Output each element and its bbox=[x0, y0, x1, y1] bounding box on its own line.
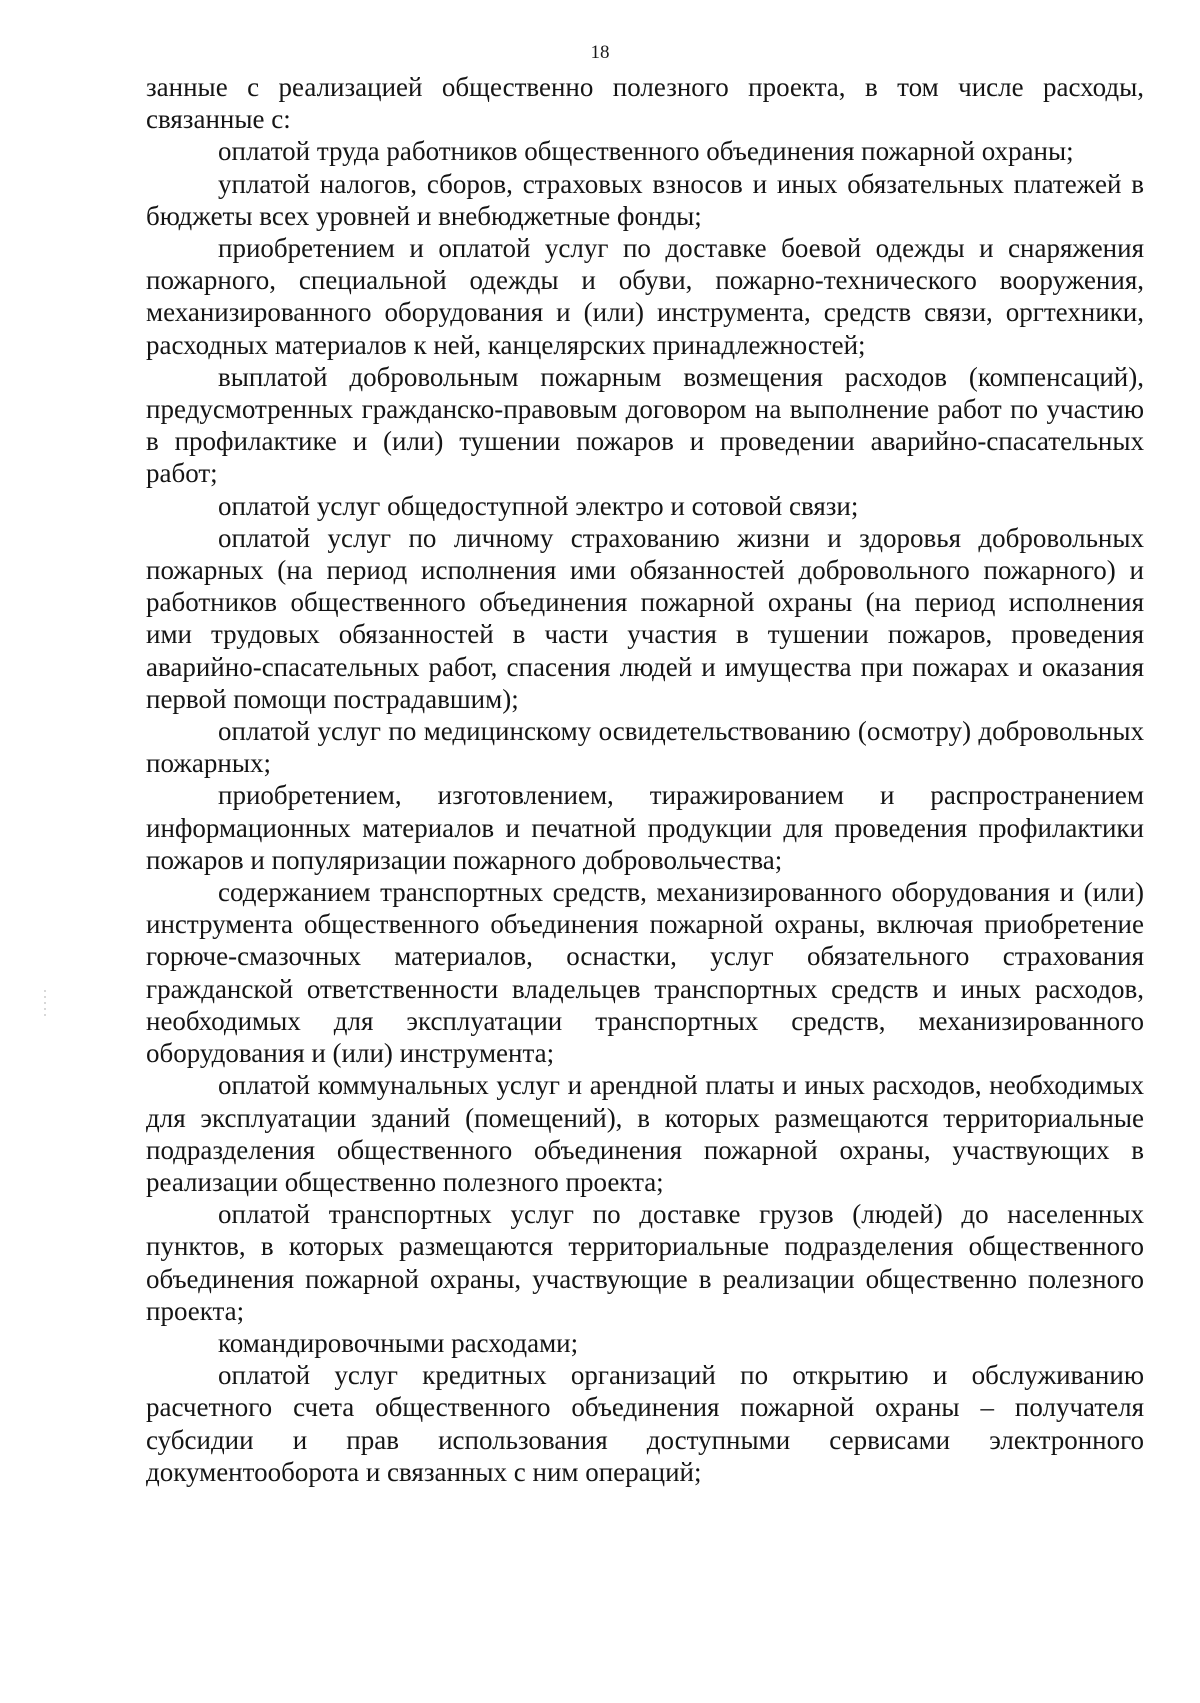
paragraph-item: приобретением и оплатой услуг по доставке боевой одежды и снаряжения пожарного, специальной одежды и обуви, пожарно-технического вооружения, механизированного оборудования и (или) инструмента, средств связи, оргтехники, расходных материалов к ней, канцелярских принадлежностей; bbox=[146, 233, 1144, 360]
paragraph-item: выплатой добровольным пожарным возмещения расходов (компенсаций), предусмотренных гражданско-правовым договором на выполнение работ по участию в профилактике и (или) тушении пожаров и проведении аварийно-спасательных работ; bbox=[146, 361, 1144, 489]
page-number: 18 bbox=[590, 42, 610, 63]
paragraph-item: оплатой транспортных услуг по доставке грузов (людей) до населенных пунктов, в которых размещаются территориальные подразделения общественного объединения пожарной охраны, участвующие в реализации общественно полезного проекта; bbox=[146, 1199, 1144, 1326]
paragraph-item: приобретением, изготовлением, тиражированием и распространением информационных материалов и печатной продукции для проведения профилактики пожаров и популяризации пожарного добровольчества; bbox=[146, 780, 1144, 875]
paragraph-item: оплатой труда работников общественного объединения пожарной охраны; bbox=[218, 136, 1074, 167]
paragraph-continuation: занные с реализацией общественно полезного проекта, в том числе расходы, связанные с: bbox=[146, 72, 1144, 135]
document-body bbox=[146, 71, 1144, 1488]
paragraph-item: оплатой услуг по личному страхованию жизни и здоровья добровольных пожарных (на период исполнения ими обязанностей добровольного пожарного) и работников общественного объединения пожарной охраны (на период исполнения ими трудовых обязанностей в части участия в тушении пожаров, проведения аварийно-спасательных работ, спасения людей и имущества при пожарах и оказания первой помощи пострадавшим); bbox=[146, 522, 1144, 714]
paragraph-item: оплатой коммунальных услуг и арендной платы и иных расходов, необходимых для эксплуатации зданий (помещений), в которых размещаются территориальные подразделения общественного объединения пожарной охраны, участвующих в реализации общественно полезного проекта; bbox=[146, 1070, 1144, 1197]
scan-artifact bbox=[44, 990, 46, 1020]
paragraph-item: оплатой услуг кредитных организаций по открытию и обслуживанию расчетного счета общественного объединения пожарной охраны – получателя субсидии и прав использования доступными сервисами электронного документооборота и связанных с ним операций; bbox=[146, 1360, 1144, 1487]
paragraph-item: оплатой услуг общедоступной электро и сотовой связи; bbox=[218, 490, 859, 521]
paragraph-item: оплатой услуг по медицинскому освидетельствованию (осмотру) добровольных пожарных; bbox=[146, 716, 1144, 779]
paragraph-item: командировочными расходами; bbox=[218, 1327, 579, 1358]
paragraph-item: уплатой налогов, сборов, страховых взносов и иных обязательных платежей в бюджеты всех уровней и внебюджетные фонды; bbox=[146, 168, 1144, 231]
paragraph-item: содержанием транспортных средств, механизированного оборудования и (или) инструмента общественного объединения пожарной охраны, включая приобретение горюче-смазочных материалов, оснастки, услуг обязательного страхования гражданской ответственности владельцев транспортных средств и иных расходов, необходимых для эксплуатации транспортных средств, механизированного оборудования и (или) инструмента; bbox=[146, 877, 1144, 1069]
